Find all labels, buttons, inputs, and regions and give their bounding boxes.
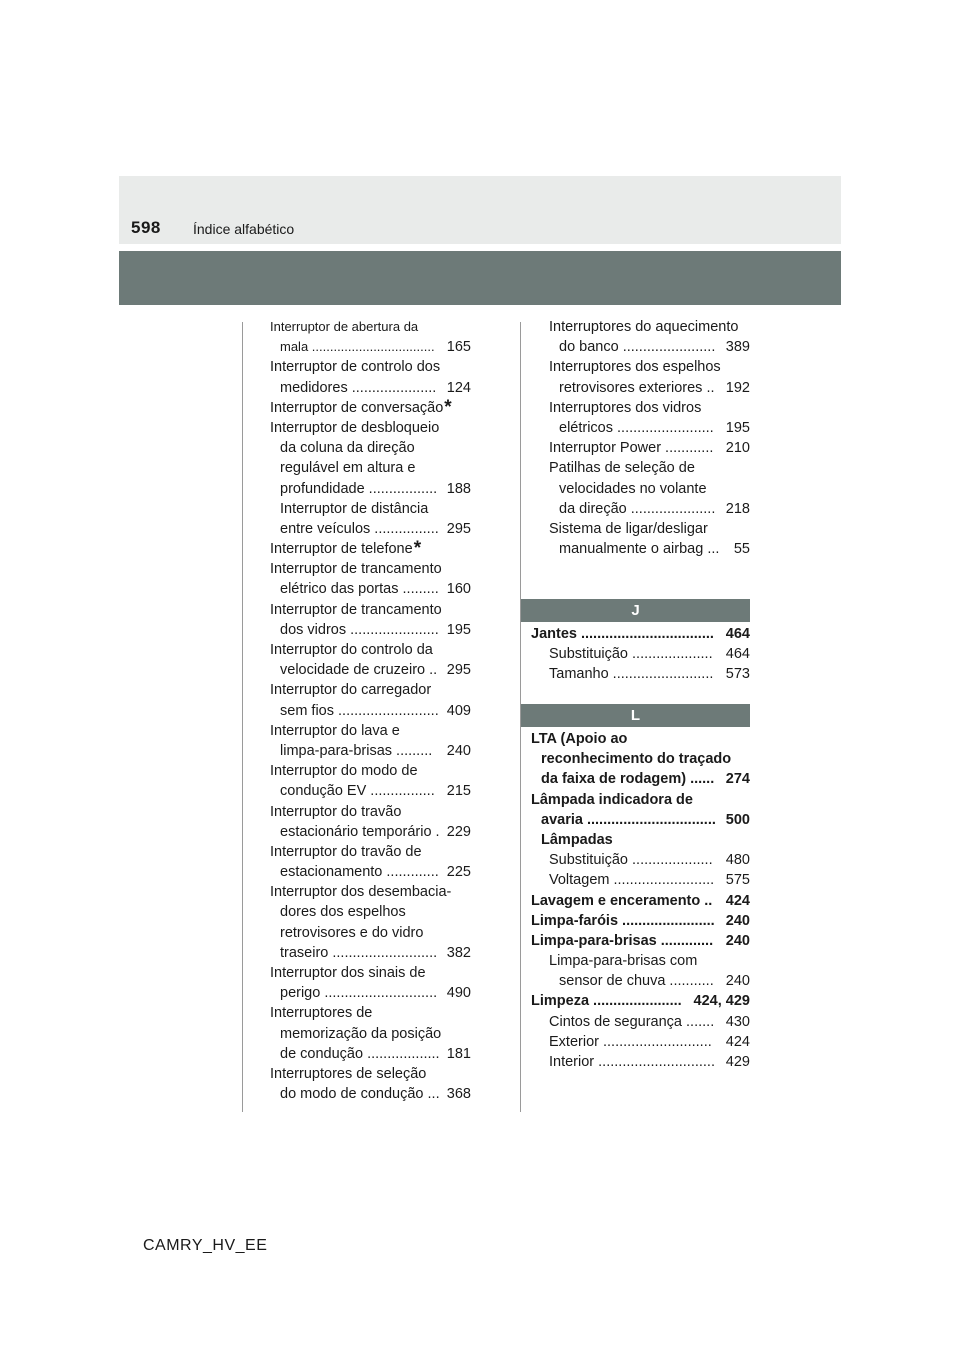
index-entry: Tamanho ......................... 573 bbox=[549, 666, 750, 683]
asterisk-mark: * bbox=[444, 396, 452, 418]
section-header-j: J bbox=[521, 599, 750, 622]
index-entry: sem fios ......................... 409 bbox=[280, 702, 471, 719]
index-entry: estacionamento ............. 225 bbox=[280, 864, 471, 881]
index-entry: dos vidros ...................... 195 bbox=[280, 621, 471, 638]
index-entry: Interruptor de abertura da bbox=[270, 319, 419, 334]
index-entry: Patilhas de seleção de bbox=[549, 460, 695, 477]
index-entry: Substituição .................... 464 bbox=[549, 646, 750, 663]
index-entry: avaria ................................ 500 bbox=[541, 811, 750, 828]
index-entry: retrovisores e do vidro bbox=[280, 924, 424, 941]
index-entry: Interior ............................. 429 bbox=[549, 1054, 750, 1070]
index-entry: Interruptor do travão de bbox=[270, 843, 422, 860]
page-title: Índice alfabético bbox=[193, 221, 295, 237]
index-entry: Interruptor do lava e bbox=[270, 722, 400, 739]
index-entry: Interruptor dos sinais de bbox=[270, 965, 426, 981]
index-entry: perigo ............................ 490 bbox=[280, 985, 471, 1002]
index-entry: Interruptor de conversação* bbox=[270, 396, 452, 418]
index-entry: Interruptor do modo de bbox=[270, 763, 418, 780]
index-entry: da coluna da direção bbox=[280, 440, 415, 457]
index-entry: Cintos de segurança ....... 430 bbox=[549, 1013, 750, 1030]
index-entry: regulável em altura e bbox=[280, 460, 416, 477]
index-entry: estacionário temporário . 229 bbox=[280, 823, 471, 840]
index-entry: dores dos espelhos bbox=[280, 904, 406, 921]
index-entry: velocidades no volante bbox=[559, 480, 707, 497]
index-entry: Interruptores do aquecimento bbox=[549, 319, 739, 335]
index-entry: retrovisores exteriores .. 192 bbox=[559, 379, 750, 396]
index-entry: elétricos ........................ 195 bbox=[559, 419, 750, 436]
index-entry: da direção ..................... 218 bbox=[559, 500, 750, 517]
index-entry: Interruptores dos espelhos bbox=[549, 359, 721, 376]
index-entry: Interruptor do controlo da bbox=[270, 642, 433, 658]
index-entry: Lavagem e enceramento .. 424 bbox=[531, 892, 750, 909]
index-entry: Interruptor de controlo dos bbox=[270, 359, 441, 376]
index-entry: Limpeza ...................... 424, 429 bbox=[531, 993, 750, 1010]
index-entry: de condução .................. 181 bbox=[280, 1045, 471, 1062]
index-entry: Interruptores de bbox=[270, 1005, 373, 1022]
index-entry: Lâmpada indicadora de bbox=[531, 791, 693, 808]
index-entry: LTA (Apoio ao bbox=[531, 731, 628, 747]
index-entry: elétrico das portas ......... 160 bbox=[280, 581, 471, 598]
index-entry: limpa-para-brisas ......... 240 bbox=[280, 742, 471, 759]
header-bar bbox=[119, 251, 841, 305]
index-entry: velocidade de cruzeiro .. 295 bbox=[280, 662, 471, 679]
page-number: 598 bbox=[131, 218, 161, 237]
column-divider-left bbox=[242, 322, 243, 1112]
section-j-entries bbox=[531, 624, 750, 685]
index-entry: Interruptor de trancamento bbox=[270, 561, 442, 578]
index-entry: memorização da posição bbox=[280, 1025, 442, 1042]
section-header-l: L bbox=[521, 704, 750, 727]
index-column-left bbox=[270, 317, 471, 1104]
model-code-footer: CAMRY_HV_EE bbox=[143, 1237, 268, 1254]
asterisk-mark: * bbox=[413, 538, 422, 560]
index-entry: Interruptor de distância bbox=[280, 500, 429, 517]
index-entry: mala .................................. 165 bbox=[280, 339, 471, 356]
index-entry: Limpa-para-brisas com bbox=[549, 953, 698, 970]
index-entry: condução EV ................ 215 bbox=[280, 783, 471, 800]
index-entry: Interruptor de desbloqueio bbox=[270, 419, 440, 436]
index-entry: Sistema de ligar/desligar bbox=[549, 520, 708, 537]
index-entry: medidores ..................... 124 bbox=[280, 379, 471, 396]
index-entry: Interruptores dos vidros bbox=[549, 399, 702, 416]
index-entry: entre veículos ................ 295 bbox=[280, 520, 471, 537]
index-entry: Voltagem ......................... 575 bbox=[549, 872, 750, 889]
index-entry: Limpa-faróis ....................... 240 bbox=[531, 912, 750, 929]
index-entry: reconhecimento do traçado bbox=[541, 751, 732, 768]
index-entry: Interruptor Power ............ 210 bbox=[549, 440, 750, 457]
index-entry: Interruptor do travão bbox=[270, 803, 402, 820]
index-entry: traseiro .......................... 382 bbox=[280, 944, 471, 961]
index-entry: Exterior ........................... 424 bbox=[549, 1033, 750, 1050]
index-entry: Interruptor de trancamento bbox=[270, 601, 442, 618]
index-column-right bbox=[549, 317, 750, 559]
index-entry: do banco ....................... 389 bbox=[559, 339, 750, 356]
index-entry: do modo de condução ... 368 bbox=[280, 1086, 471, 1103]
index-entry: Substituição .................... 480 bbox=[549, 852, 750, 869]
index-entry: Jantes ................................. 464 bbox=[531, 626, 750, 642]
index-entry: sensor de chuva ........... 240 bbox=[559, 973, 750, 990]
section-l-entries bbox=[531, 729, 750, 1072]
index-entry: profundidade ................. 188 bbox=[280, 480, 471, 497]
index-entry: manualmente o airbag ... 55 bbox=[559, 541, 750, 558]
index-entry: Interruptor do carregador bbox=[270, 682, 432, 699]
index-entry: Interruptor dos desembacia- bbox=[270, 884, 452, 901]
index-entry: Limpa-para-brisas ............. 240 bbox=[531, 932, 750, 949]
index-entry: da faixa de rodagem) ...... 274 bbox=[541, 771, 750, 788]
index-entry: Lâmpadas bbox=[541, 831, 613, 848]
index-entry: Interruptor de telefone* bbox=[270, 538, 422, 560]
index-entry: Interruptores de seleção bbox=[270, 1065, 427, 1082]
